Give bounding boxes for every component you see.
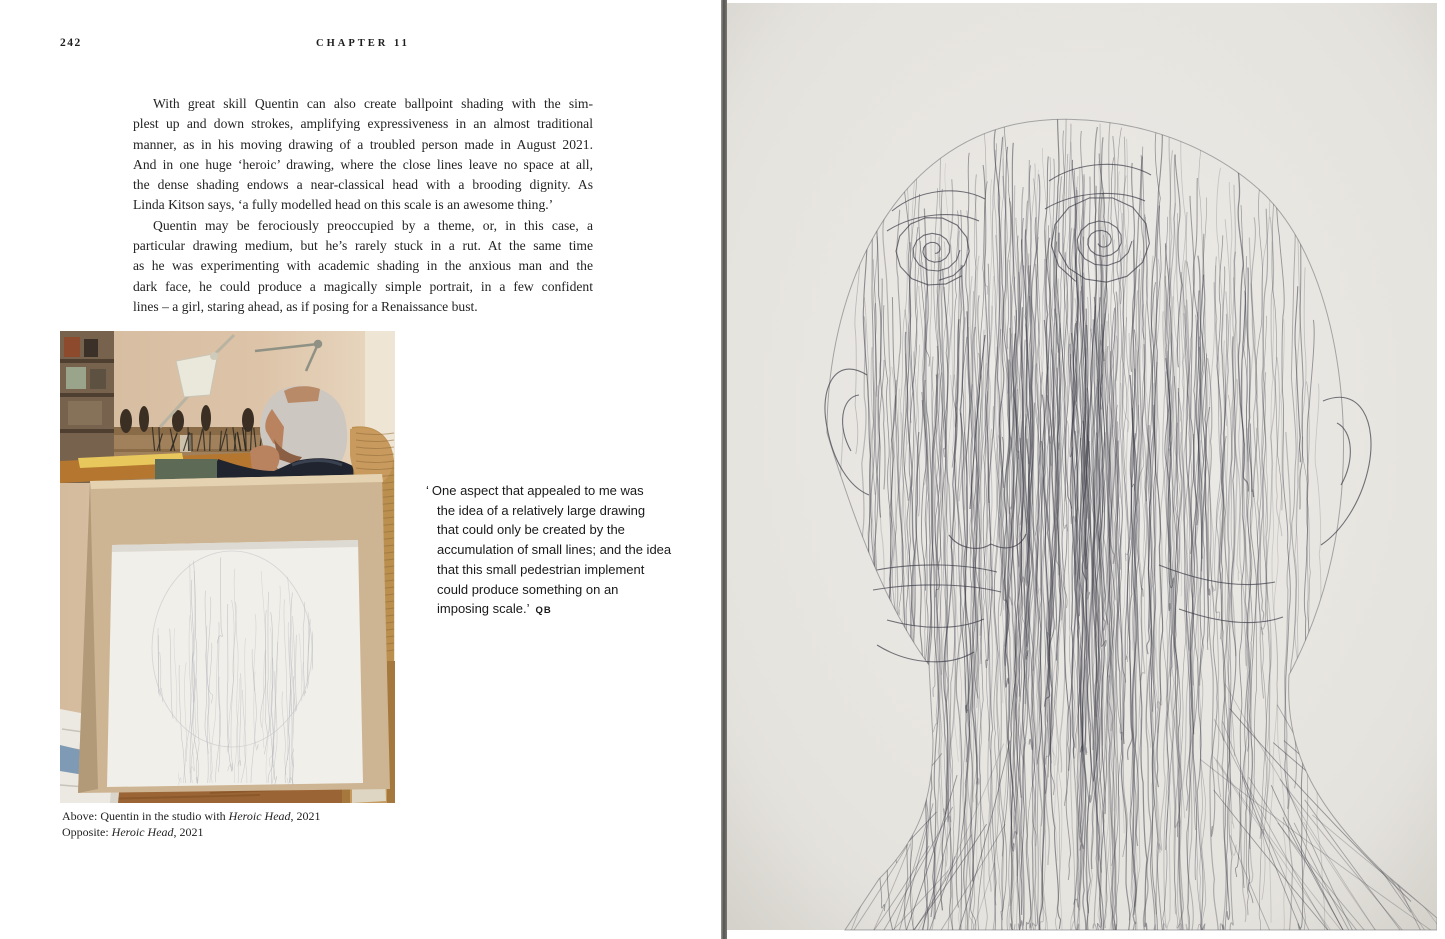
text-line: Quentin may be ferociously preoccupied by a theme, or, in this case, a <box>153 217 593 233</box>
text-line: dark face, he could produce a magically simple portrait, in a few confident <box>133 278 593 294</box>
captions <box>62 808 321 840</box>
heroic-head-paper <box>107 540 363 788</box>
text-line: plest up and down strokes, amplifying expressiveness in an almost traditional <box>133 116 593 132</box>
text-line: the dense shading endows a near-classical head with a brooding dignity. As <box>133 177 593 193</box>
quote-line: that could only be created by the <box>437 522 625 538</box>
page-number: 242 <box>60 37 82 49</box>
pull-quote <box>426 481 678 621</box>
quote-line: could produce something on an <box>437 581 619 597</box>
caption-line: Opposite: Heroic Head, 2021 <box>62 825 204 839</box>
quote-line: that this small pedestrian implement <box>437 561 645 577</box>
chapter-header: CHAPTER 11 <box>316 38 410 49</box>
text-line: With great skill Quentin can also create ballpoint shading with the sim- <box>153 96 593 111</box>
studio-photo-illustration <box>60 331 395 803</box>
text-line: And in one huge ‘heroic’ drawing, where the close lines leave no space at all, <box>133 156 593 172</box>
quote-line: ‘ One aspect that appealed to me was <box>426 483 644 498</box>
text-line: as he was experimenting with academic shading in the anxious man and the <box>133 258 593 274</box>
heroic-head-drawing <box>727 0 1437 933</box>
studio-photo <box>60 331 395 803</box>
quote-mark: ‘ <box>426 483 429 498</box>
text-line: manner, as in his moving drawing of a troubled person made in August 2021. <box>133 136 593 152</box>
text-line: particular drawing medium, but he’s rarely stuck in a rut. At the same time <box>133 238 593 254</box>
caption-line: Above: Quentin in the studio with Heroic Head, 2021 <box>62 809 321 823</box>
quote-line: the idea of a relatively large drawing <box>437 502 646 518</box>
quote-attribution: QB <box>535 605 552 617</box>
text-line: lines – a girl, staring ahead, as if posing for a Renaissance bust. <box>133 298 478 314</box>
text-line: Linda Kitson says, ‘a fully modelled head on this scale is an awesome thing.’ <box>133 197 554 213</box>
body-text <box>133 94 593 317</box>
heroic-head-artwork <box>727 0 1437 933</box>
quote-line: accumulation of small lines; and the idea <box>437 542 672 558</box>
quote-line: imposing scale.’ QB <box>437 601 552 617</box>
left-page <box>0 0 722 939</box>
right-page <box>727 0 1445 939</box>
